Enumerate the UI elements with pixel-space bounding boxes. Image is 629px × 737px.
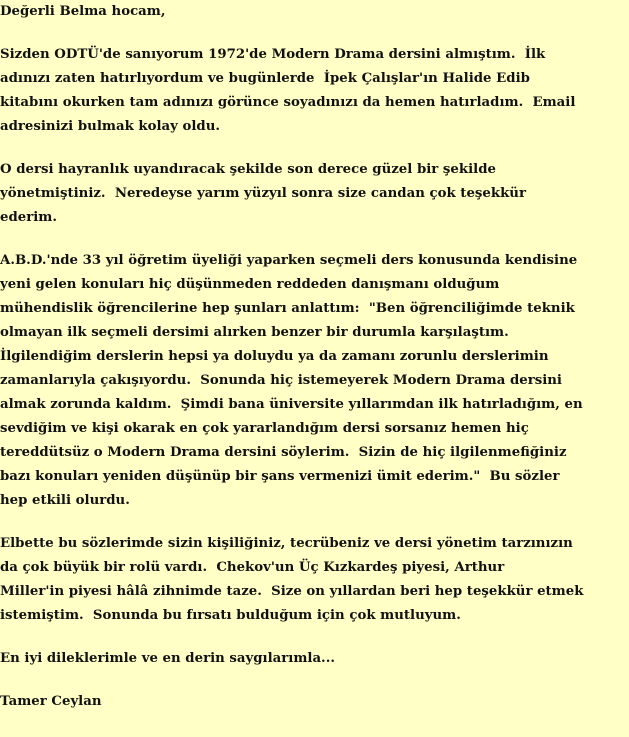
paragraph-1-line: Sizden ODTÜ'de sanıyorum 1972'de Modern Drama dersini almıştım. İlk — [0, 47, 546, 62]
signature-line: Tamer Ceylan — [0, 694, 102, 709]
paragraph-3-line: zamanlarıyla çakışıyordu. Sonunda hiç istemeyerek Modern Drama dersini — [0, 373, 562, 388]
paragraph-3-line: A.B.D.'nde 33 yıl öğretim üyeliği yaparken seçmeli ders konusunda kendisine — [0, 253, 578, 268]
paragraph-4-line: Elbette bu sözlerimde sizin kişiliğiniz, tecrübeniz ve dersi yönetim tarzınızın — [0, 536, 573, 551]
closing-line: En iyi dileklerimle ve en derin saygılarımla... — [0, 651, 335, 666]
paragraph-4 — [0, 532, 629, 628]
paragraph-3-line: mühendislik öğrencilerine hep şunları anlattım: "Ben öğrenciliğimde teknik — [0, 301, 575, 316]
paragraph-4-line: Miller'in piyesi hâlâ zihnimde taze. Size on yıllardan beri hep teşekkür etmek — [0, 584, 584, 599]
paragraph-1-line: kitabını okurken tam adınızı görünce soyadınızı da hemen hatırladım. Email — [0, 95, 576, 110]
closing — [0, 647, 629, 671]
paragraph-3-line: hep etkili olurdu. — [0, 493, 130, 508]
paragraph-4-line: istemiştim. Sonunda bu fırsatı bulduğum için çok mutluyum. — [0, 608, 461, 623]
paragraph-2 — [0, 158, 629, 230]
paragraph-1-line: adınızı zaten hatırlıyordum ve bugünlerde İpek Çalışlar'ın Halide Edib — [0, 71, 530, 86]
paragraph-3-line: İlgilendiğim derslerin hepsi ya doluydu ya da zamanı zorunlu derslerimin — [0, 349, 549, 364]
paragraph-3-line: almak zorunda kaldım. Şimdi bana üniversite yıllarımdan ilk hatırladığım, en — [0, 397, 583, 412]
paragraph-4-line: da çok büyük bir rolü vardı. Chekov'un Üç Kızkardeş piyesi, Arthur — [0, 560, 505, 575]
greeting-line: Değerli Belma hocam, — [0, 4, 166, 19]
paragraph-3-line: yeni gelen konuları hiç düşünmeden reddeden danışmanı olduğum — [0, 277, 500, 292]
paragraph-1-line: adresinizi bulmak kolay oldu. — [0, 119, 221, 134]
paragraph-2-line: yönetmiştiniz. Neredeyse yarım yüzyıl sonra size candan çok teşekkür — [0, 186, 526, 201]
signature — [0, 690, 629, 714]
paragraph-3-line: tereddütsüz o Modern Drama dersini söylerim. Sizin de hiç ilgilenmefiğiniz — [0, 445, 567, 460]
greeting — [0, 0, 629, 24]
paragraph-3-line: sevdiğim ve kişi okarak en çok yararlandığım dersi sorsanız hemen hiç — [0, 421, 529, 436]
paragraph-2-line: O dersi hayranlık uyandıracak şekilde son derece güzel bir şekilde — [0, 162, 496, 177]
paragraph-2-line: ederim. — [0, 210, 57, 225]
paragraph-1 — [0, 43, 629, 139]
paragraph-3 — [0, 249, 629, 513]
paragraph-3-line: bazı konuları yeniden düşünüp bir şans vermenizi ümit ederim." Bu sözler — [0, 469, 560, 484]
paragraph-3-line: olmayan ilk seçmeli dersimi alırken benzer bir durumla karşılaştım. — [0, 325, 509, 340]
